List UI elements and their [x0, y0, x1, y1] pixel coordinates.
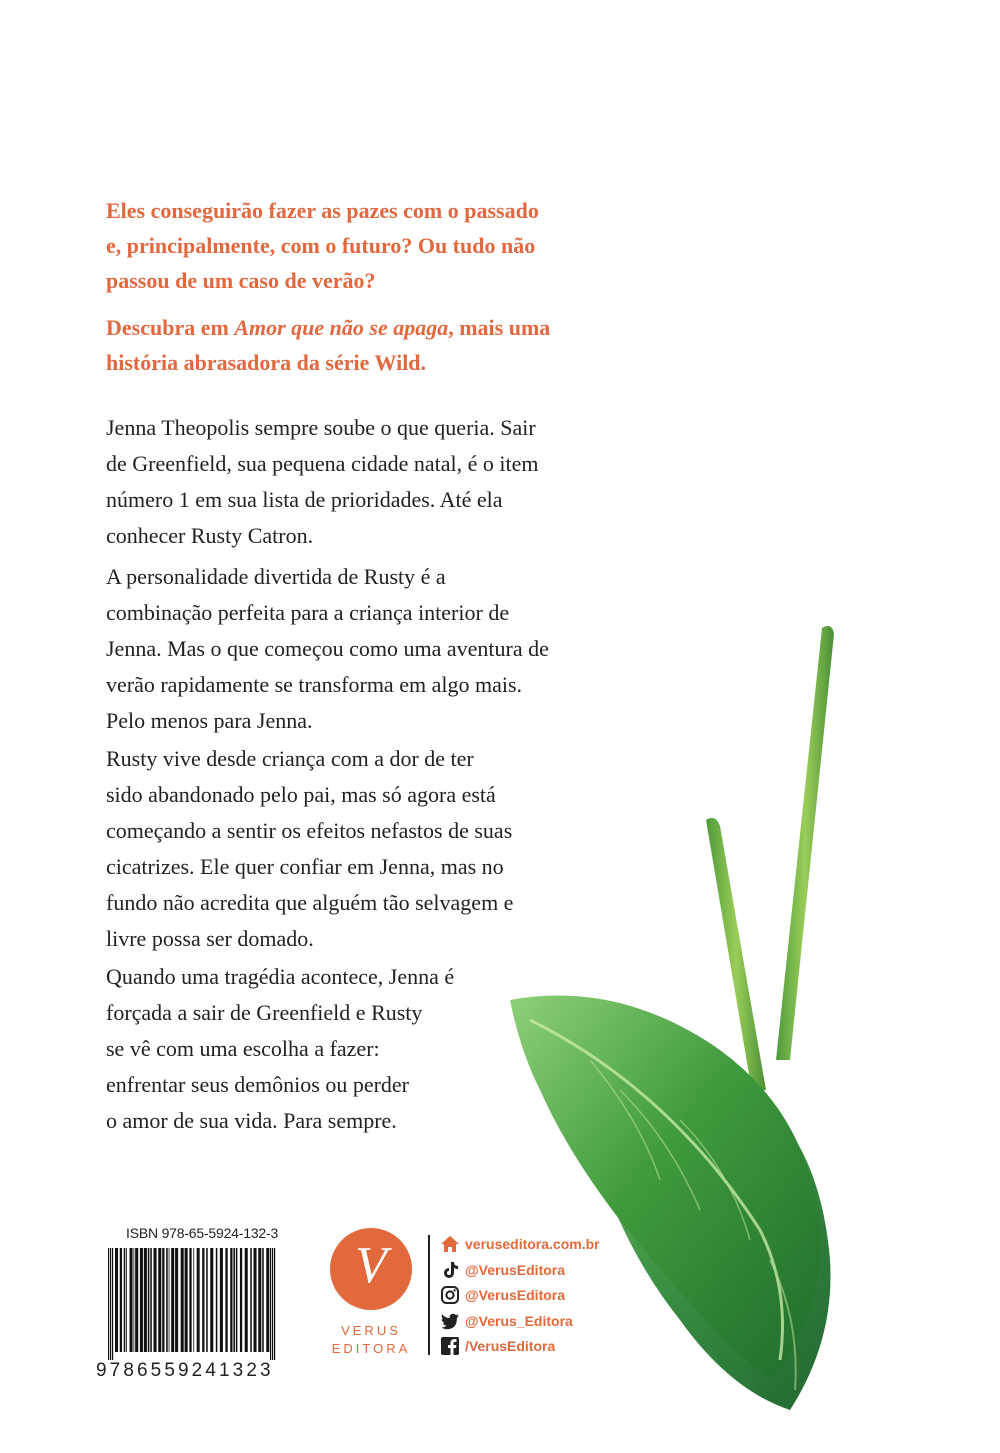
synopsis-line: sido abandonado pelo pai, mas só agora está [106, 782, 496, 807]
tall-stem [776, 626, 834, 1060]
hook-descubra [106, 310, 706, 380]
barcode-bar [193, 1248, 194, 1352]
social-text: @VerusEditora [465, 1287, 566, 1303]
synopsis-line: cicatrizes. Ele quer confiar em Jenna, mas no [106, 854, 504, 879]
descubra-line2: história abrasadora da série Wild. [106, 350, 427, 375]
barcode-digits: 9786559241323 [96, 1360, 274, 1381]
barcode-bar [124, 1248, 126, 1352]
barcode-bar [240, 1248, 242, 1352]
synopsis-line: Jenna Theopolis sempre soube o que queria. Sair [106, 415, 536, 440]
barcode-bar [120, 1248, 122, 1352]
isbn-label: ISBN 978-65-5924-132-3 [126, 1225, 279, 1241]
barcode-bar [133, 1248, 134, 1352]
barcode-bar [258, 1248, 261, 1352]
book-title: Amor que não se apaga [234, 315, 449, 340]
social-links [440, 1232, 600, 1360]
synopsis-line: começando a sentir os efeitos nefastos de suas [106, 818, 513, 843]
barcode-bar [171, 1248, 174, 1352]
barcode-bar [225, 1248, 227, 1352]
website-link[interactable] [440, 1232, 600, 1256]
hook-question [106, 193, 706, 298]
barcode-bar [126, 1248, 127, 1352]
barcode-bar [175, 1248, 178, 1352]
tiktok-link[interactable] [440, 1258, 600, 1282]
synopsis-line: Rusty vive desde criança com a dor de ter [106, 746, 474, 771]
divider [428, 1235, 430, 1355]
barcode-guard-bar [270, 1248, 271, 1360]
barcode-bar [169, 1248, 170, 1352]
instagram-link[interactable] [440, 1283, 600, 1307]
twitter-icon [440, 1311, 460, 1331]
barcode-bar [202, 1248, 204, 1352]
synopsis-line: o amor de sua vida. Para sempre. [106, 1108, 397, 1133]
tiktok-icon [440, 1260, 460, 1280]
barcode-bar [245, 1248, 248, 1352]
twitter-link[interactable] [440, 1309, 600, 1333]
descubra-prefix: Descubra em [106, 315, 235, 340]
synopsis-line: conhecer Rusty Catron. [106, 523, 314, 548]
facebook-icon [440, 1336, 460, 1356]
facebook-link[interactable] [440, 1334, 600, 1358]
barcode-bar [230, 1248, 232, 1352]
publisher-name-line2: EDITORA [331, 1341, 411, 1356]
synopsis-line: fundo não acredita que alguém tão selvagem e [106, 890, 514, 915]
synopsis-line: A personalidade divertida de Rusty é a [106, 564, 446, 589]
barcode-bar [140, 1248, 143, 1352]
publisher-name-line1: VERUS [341, 1323, 401, 1338]
synopsis-paragraph-1 [106, 410, 686, 554]
synopsis-line: Quando uma tragédia acontece, Jenna é [106, 964, 455, 989]
hook-line: Eles conseguirão fazer as pazes com o passado [106, 198, 539, 223]
publisher-name [330, 1322, 412, 1358]
synopsis-line: enfrentar seus demônios ou perder [106, 1072, 410, 1097]
synopsis-line: se vê com uma escolha a fazer: [106, 1036, 380, 1061]
descubra-suffix: , mais uma [448, 315, 551, 340]
barcode-bar [154, 1248, 157, 1352]
barcode-bar [166, 1248, 168, 1352]
publisher-logo-mark: V [355, 1237, 387, 1294]
barcode-bar [197, 1248, 200, 1352]
barcode-bar [262, 1248, 264, 1352]
barcode-bar [148, 1248, 150, 1352]
barcode-bar [266, 1248, 269, 1352]
social-text: veruseditora.com.br [465, 1236, 600, 1252]
barcode-bar [185, 1248, 188, 1352]
barcode-bar [150, 1248, 152, 1352]
barcode-bar [144, 1248, 147, 1352]
synopsis-line: forçada a sair de Greenfield e Rusty [106, 1000, 423, 1025]
barcode-guard-bar [272, 1248, 273, 1360]
social-text: @Verus_Editora [465, 1312, 573, 1329]
synopsis-line: número 1 em sua lista de prioridades. Até ela [106, 487, 503, 512]
synopsis-line: Jenna. Mas o que começou como uma aventura de [106, 636, 549, 661]
barcode-bar [206, 1248, 208, 1352]
barcode-bar [189, 1248, 191, 1352]
synopsis-line: Pelo menos para Jenna. [106, 708, 313, 733]
barcode-guard-bar [112, 1248, 113, 1360]
barcode-bar [162, 1248, 164, 1352]
barcode-bar [135, 1248, 138, 1352]
barcode-bar [130, 1248, 133, 1352]
barcode-bar [220, 1248, 223, 1352]
barcode-guard-bar [274, 1248, 275, 1360]
synopsis-line: combinação perfeita para a criança interior de [106, 600, 510, 625]
barcode-bar [115, 1248, 118, 1352]
instagram-icon [440, 1285, 460, 1305]
barcode-guard-bar [108, 1248, 109, 1360]
barcode-bar [158, 1248, 161, 1352]
hook-line: passou de um caso de verão? [106, 268, 376, 293]
synopsis-line: livre possa ser domado. [106, 926, 314, 951]
barcode [108, 1248, 276, 1360]
synopsis-line: verão rapidamente se transforma em algo mais. [106, 672, 523, 697]
barcode-bar [210, 1248, 213, 1352]
home-icon [440, 1234, 460, 1254]
barcode-bar [236, 1248, 238, 1352]
social-text: /VerusEditora [465, 1338, 556, 1354]
hook-line: e, principalmente, com o futuro? Ou tudo não [106, 233, 536, 258]
barcode-guard-bar [110, 1248, 111, 1360]
barcode-bar [233, 1248, 235, 1352]
social-text: @VerusEditora [465, 1261, 566, 1278]
barcode-bar [216, 1248, 218, 1352]
barcode-bar [250, 1248, 252, 1352]
publisher-logo [330, 1228, 412, 1310]
barcode-bar [254, 1248, 257, 1352]
synopsis-line: de Greenfield, sua pequena cidade natal, é o item [106, 451, 539, 476]
barcode-bar [181, 1248, 184, 1352]
